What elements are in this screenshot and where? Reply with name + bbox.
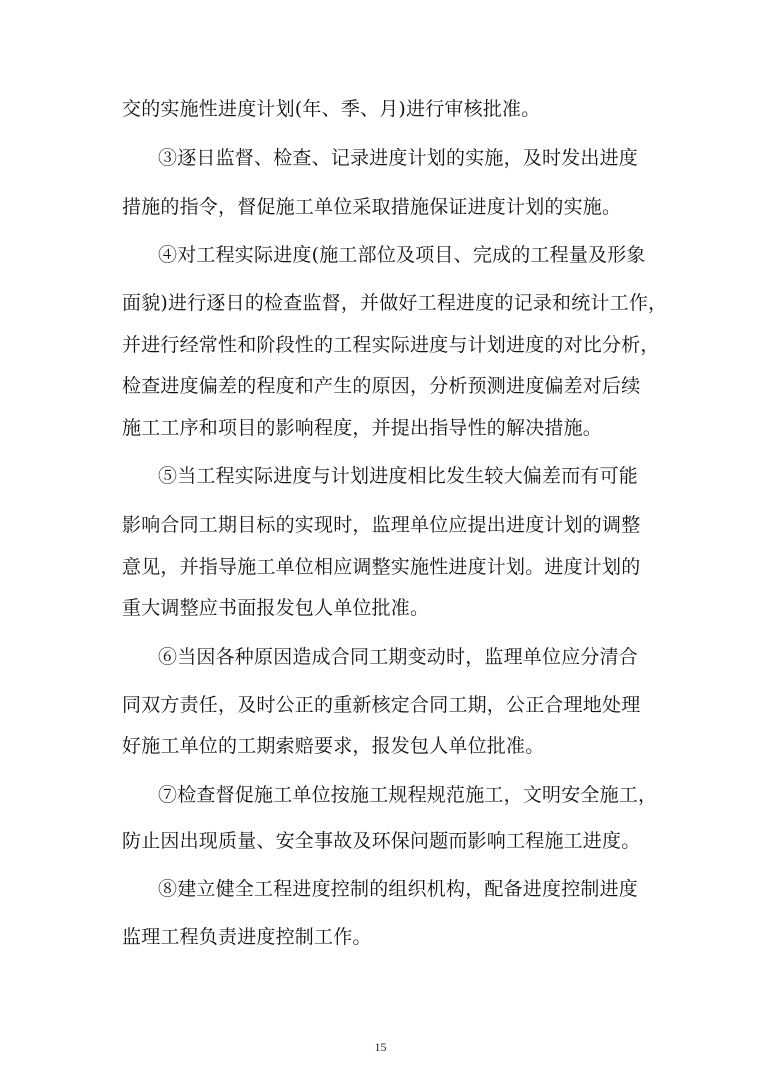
text-line: 措施的指令，督促施工单位采取措施保证进度计划的实施。 (122, 196, 622, 218)
text-line: 意见，并指导施工单位相应调整实施性进度计划。进度计划的 (122, 556, 641, 578)
text-line: 交的实施性进度计划(年、季、月)进行审核批准。 (122, 98, 541, 120)
text-line: 好施工单位的工期索赔要求，报发包人单位批准。 (122, 735, 545, 757)
text-line: 监理工程负责进度控制工作。 (122, 926, 372, 948)
text-line: ③逐日监督、检查、记录进度计划的实施，及时发出进度 (158, 147, 639, 169)
text-line: 防止因出现质量、安全事故及环保问题而影响工程施工进度。 (122, 830, 641, 852)
text-line: 影响合同工期目标的实现时，监理单位应提出进度计划的调整 (122, 514, 641, 536)
page-number: 15 (374, 1040, 387, 1054)
text-line: 面貌)进行逐日的检查监督，并做好工程进度的记录和统计工作， (122, 292, 668, 314)
text-line: 施工工序和项目的影响程度，并提出指导性的解决措施。 (122, 417, 603, 439)
text-line: 同双方责任，及时公正的重新核定合同工期，公正合理地处理 (122, 694, 641, 716)
text-line: 检查进度偏差的程度和产生的原因，分析预测进度偏差对后续 (122, 375, 641, 397)
text-line: ⑤当工程实际进度与计划进度相比发生较大偏差而有可能 (158, 465, 639, 487)
text-line: ⑧建立健全工程进度控制的组织机构，配备进度控制进度 (158, 878, 639, 900)
text-line: ⑦检查督促施工单位按施工规程规范施工，文明安全施工， (158, 784, 658, 806)
text-line: 重大调整应书面报发包人单位批准。 (122, 597, 430, 619)
text-line: ④对工程实际进度(施工部位及项目、完成的工程量及形象 (158, 244, 646, 266)
text-line: 并进行经常性和阶段性的工程实际进度与计划进度的对比分析， (122, 334, 660, 356)
text-line: ⑥当因各种原因造成合同工期变动时，监理单位应分清合 (158, 646, 639, 668)
